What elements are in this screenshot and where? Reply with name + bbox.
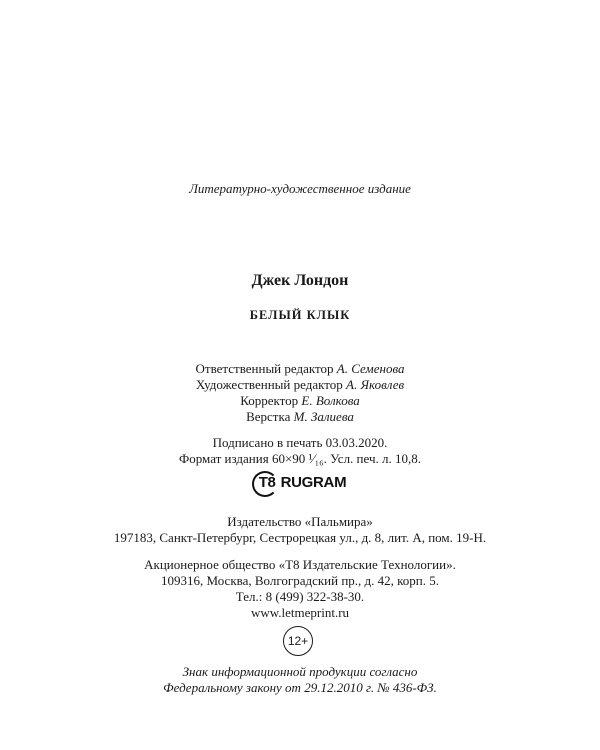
edition-type: Литературно-художественное издание [189, 181, 411, 196]
credit-line-editor [0, 361, 600, 376]
rugram-logo [254, 474, 347, 491]
credit-role: Ответственный редактор [195, 361, 334, 376]
publisher-name: Издательство «Пальмира» [227, 514, 373, 529]
credit-role: Корректор [240, 393, 299, 408]
print-format: Формат издания 60×90 ¹⁄₁₆. Усл. печ. л. 10,8. [178, 451, 421, 466]
printer-phone: Тел.: 8 (499) 322-38-30. [235, 589, 365, 604]
credit-name: А. Семенова [336, 361, 405, 376]
credit-role: Верстка [246, 409, 291, 424]
credit-line-layout [0, 409, 600, 424]
credit-line-proofreader [0, 393, 600, 408]
credit-role: Художественный редактор [195, 377, 343, 392]
age-note-line-1: Знак информационной продукции согласно [182, 664, 418, 679]
print-signed-date: Подписано в печать 03.03.2020. [212, 435, 388, 450]
printer-website: www.letmeprint.ru [250, 605, 350, 620]
book-title: БЕЛЫЙ КЛЫК [249, 308, 351, 322]
credit-name: Е. Волкова [301, 393, 360, 408]
publisher-address: 197183, Санкт-Петербург, Сестрорецкая ул., д. 8, лит. А, пом. 19-Н. [113, 530, 487, 545]
age-rating-badge: 12+ [283, 626, 313, 656]
credit-name: М. Залиева [293, 409, 354, 424]
printer-address: 109316, Москва, Волгоградский пр., д. 42, корп. 5. [160, 573, 440, 588]
age-note-line-2: Федеральному закону от 29.12.2010 г. № 436-ФЗ. [163, 680, 437, 695]
logo-mark: T8 [254, 474, 279, 491]
publisher-logo-block [0, 474, 600, 492]
credit-line-art-editor [0, 377, 600, 392]
printer-name: Акционерное общество «Т8 Издательские Технологии». [144, 557, 456, 572]
credit-name: А. Яковлев [346, 377, 405, 392]
logo-text: RUGRAM [280, 474, 347, 491]
author-name: Джек Лондон [251, 272, 349, 289]
